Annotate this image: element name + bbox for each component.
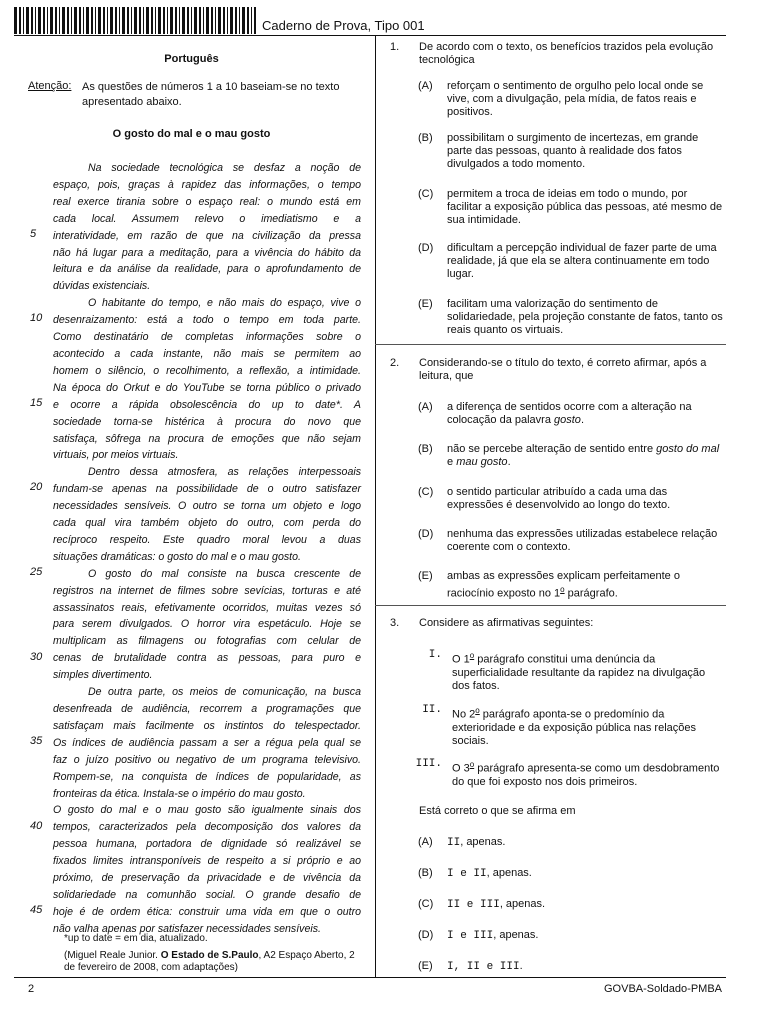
line-number: 20 — [30, 481, 43, 494]
passage-line: cada local. Assumem relevo o imediatismo e a — [53, 212, 361, 225]
passage-line: recíproco respeito. Este quadro moral levou a duas — [53, 533, 361, 546]
footnote: *up to date = em dia, atualizado. — [64, 933, 208, 944]
line-number: 40 — [30, 819, 43, 832]
passage-line: real exerce tirania sobre o espaço real: o mundo está em — [53, 195, 361, 208]
question-separator — [375, 344, 726, 345]
passage-line: hoje é de ordem ética: construir uma vida em que o outro — [53, 905, 361, 918]
passage-line: sociedade torna-se histérica à procura do novo que — [53, 415, 361, 428]
passage-line: Como destinatário de completas informações sobre o — [53, 331, 361, 344]
footer-divider — [14, 977, 726, 978]
passage-text — [53, 160, 361, 938]
passage-line: não há lugar para a meditação, para a vivência do hábito da — [53, 246, 361, 259]
passage-line: solidariedade na comunhão social. O grande desafio de — [53, 888, 361, 901]
passage-line: Dentro dessa atmosfera, as relações interpessoais — [88, 466, 361, 479]
passage-line: espaço, pois, graças à rapidez das informações, o tempo — [53, 178, 361, 191]
passage-line: registros na internet de filmes sobre sevícias, torturas e até — [53, 584, 361, 597]
line-number: 25 — [30, 566, 43, 579]
exam-code: GOVBA-Soldado-PMBA — [604, 983, 722, 995]
passage-line: fundam-se apenas na possibilidade de o outro satisfazer — [53, 483, 361, 496]
passage-line: pessoa humana, portadora de dignidade só realizável se — [53, 838, 361, 851]
passage-line: homem o silêncio, o recolhimento, a reflexão, a intimidade. — [53, 364, 361, 377]
passage-line: faz o juízo positivo ou negativo de um programa televisivo. — [53, 753, 361, 766]
q2-option-e: ambas as expressões explicam perfeitamente o raciocínio exposto no 1$^o$ parágrafo. — [447, 570, 680, 600]
q2-option-b: não se percebe alteração de sentido entre gosto do mal e mau gosto. — [447, 443, 720, 468]
q1-option-e: facilitam uma valorização do sentimento de solidariedade, pela projeção constante de fatos, tanto os reais quanto os virtuais. — [447, 298, 723, 336]
passage-line: próximo, de preservação da privacidade e de vivência da — [53, 872, 361, 885]
question-separator — [375, 605, 726, 606]
line-number: 15 — [30, 396, 43, 409]
passage-line: De outra parte, os meios de comunicação, na busca — [88, 686, 361, 699]
q2-option-a: a diferença de sentidos ocorre com a alteração na colocação da palavra gosto. — [447, 401, 692, 426]
passage-line: desenraizamento: está a todo o tempo em toda parte. — [53, 314, 361, 327]
line-number: 45 — [30, 904, 43, 917]
barcode-icon — [14, 7, 256, 34]
q3-statement-3: O 3$^o$ parágrafo apresenta-se como um desdobramento do que foi exposto nos dois primeiros. — [452, 760, 720, 788]
q2-option-c: o sentido particular atribuído a cada uma das expressões é desenvolvido ao longo do texto. — [447, 486, 671, 511]
passage-line: e ocorre a rápida obsolescência do up to date*. A — [53, 398, 361, 411]
passage-line: Os índices de audiência passam a ser a régua pela qual se — [53, 736, 361, 749]
q1-option-a: reforçam o sentimento de orgulho pelo local onde se vive, com a divulgação, pela mídia, de fatos reais e positivos. — [447, 80, 704, 118]
q3-statement-2: No 2$^o$ parágrafo aponta-se o predomínio da exterioridade e da exposição pública nas relações sociais. — [452, 706, 696, 747]
q2-option-d: nenhuma das expressões utilizadas estabelece relação coerente com o contexto. — [447, 528, 718, 553]
passage-line: desenfreada de audiência, recorrem a programações que — [53, 703, 361, 715]
q3-option-e: I, II e III. — [447, 960, 523, 973]
passage-line: fronteiras da ética. Instala-se o império do mau gosto. — [53, 787, 306, 800]
subject-heading: Português — [164, 53, 219, 65]
line-number: 5 — [30, 227, 37, 240]
passage-line: Na época do Orkut e do YouTube se torna público o privado — [53, 381, 361, 394]
line-number: 35 — [30, 735, 43, 748]
q3-option-d: I e III, apenas. — [447, 929, 539, 942]
passage-line: assassinatos reais, efetivamente ocorridos, muitas vezes só — [53, 601, 361, 614]
passage-line: Na sociedade tecnológica se desfaz a noção de — [88, 162, 361, 174]
attention-text: As questões de números 1 a 10 baseiam-se no texto apresentado abaixo. — [82, 81, 340, 108]
passage-line: cada qual vira também objeto do outro, com perda do — [53, 517, 361, 530]
passage-line: necessidades sensíveis. O outro se torna um objeto e logo — [53, 500, 361, 513]
q3-prompt: Está correto o que se afirma em — [419, 805, 576, 817]
passage-line: dúvidas existenciais. — [53, 280, 151, 293]
passage-line: Rompem-se, na conquista de índices de popularidade, as — [53, 770, 361, 783]
q3-option-a: II, apenas. — [447, 836, 506, 849]
q3-option-c: II e III, apenas. — [447, 898, 546, 911]
passage-line: simples divertimento. — [53, 669, 153, 682]
attention-label: Atenção: — [28, 80, 72, 92]
page-number: 2 — [28, 983, 35, 995]
passage-line: interatividade, em razão de que na civilização da pressa — [53, 229, 361, 242]
exam-header-title: Caderno de Prova, Tipo 001 — [262, 18, 425, 33]
passage-line: virtuais, por meios virtuais. — [53, 449, 179, 462]
passage-line: tempos, caracterizados pela decomposição dos valores da — [53, 821, 361, 834]
passage-line: situações dramáticas: o gosto do mal e o mau gosto. — [53, 550, 301, 563]
passage-line: O habitante do tempo, e não mais do espaço, vive o — [88, 297, 361, 310]
passage-line: leitura e da análise da realidade, para o aprofundamento de — [53, 263, 361, 276]
passage-line: para serem divulgados. O horror vira espetáculo. Hoje se — [53, 618, 361, 631]
passage-line: satisfaçam mais facilmente os instintos do telespectador. — [53, 719, 361, 732]
q3-option-b: I e II, apenas. — [447, 867, 532, 880]
q1-option-c: permitem a troca de ideias em todo o mundo, por facilitar a exposição pública das pessoas, até mesmo de sua intimidade. — [447, 188, 723, 226]
passage-line: satisfaça, sôfrega na procura de emoções que não sejam — [53, 432, 361, 445]
text-title: O gosto do mal e o mau gosto — [112, 128, 271, 140]
passage-line: O gosto do mal consiste na busca crescente de — [88, 567, 361, 580]
passage-line: não valha apenas por satisfazer necessidades sensíveis. — [53, 922, 321, 935]
q1-option-d: dificultam a percepção individual de fazer parte de uma realidade, já que ela se altera continuamente em todo lugar. — [447, 242, 717, 280]
q1-option-b: possibilitam o surgimento de incertezas, em grande parte das pessoas, quanto à realidade dos fatos divulgados a todo momento. — [447, 132, 699, 170]
passage-line: fixados limites intransponíveis de respeito a si próprio e ao — [53, 855, 361, 868]
passage-line: acontecido a cada instante, não mais se permitem ao — [53, 347, 361, 360]
line-number: 10 — [30, 312, 43, 325]
column-divider — [375, 35, 376, 977]
header-divider — [14, 35, 726, 36]
passage-line: cenas de brutalidade contra as pessoas, para puro e — [53, 652, 361, 665]
line-number: 30 — [30, 650, 43, 663]
source-citation: (Miguel Reale Junior. O Estado de S.Paulo, A2 Espaço Aberto, 2 de fevereiro de 2008, com adaptações) — [64, 950, 355, 973]
q3-statement-1: O 1$^o$ parágrafo constitui uma denúncia da superficialidade resultante da rapidez na divulgação dos fatos. — [452, 651, 706, 692]
passage-line: O gosto do mal e o mau gosto são igualmente sinais dos — [53, 804, 361, 817]
passage-line: multiplicam as filmagens ou fotografias com celular de — [53, 635, 361, 648]
